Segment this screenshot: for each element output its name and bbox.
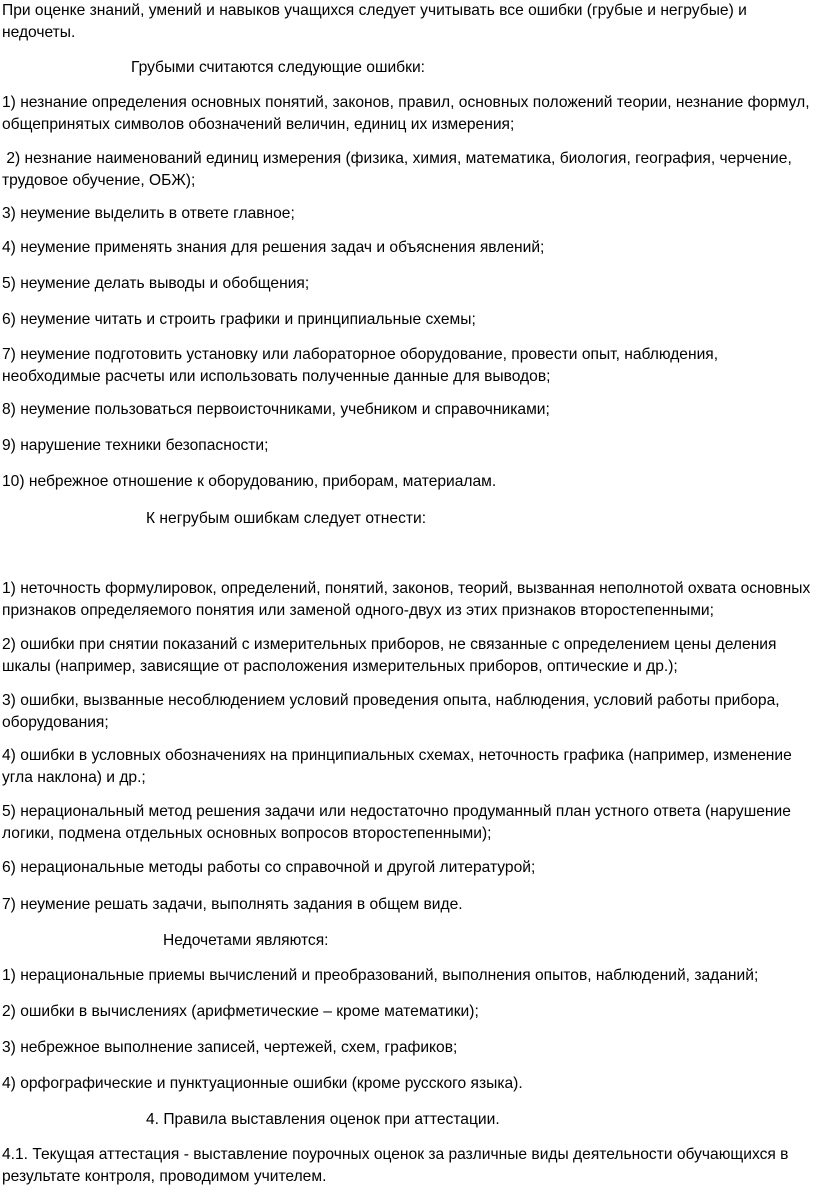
gross-error-item: 8) неумение пользоваться первоисточниками, учебником и справочниками; <box>2 401 550 418</box>
gross-error-item: 3) неумение выделить в ответе главное; <box>2 205 295 222</box>
shortcoming-item: 2) ошибки в вычислениях (арифметические – кроме математики); <box>2 1003 479 1020</box>
minor-error-item: 2) ошибки при снятии показаний с измерительных приборов, не связанные с определением цены деления шкалы (например, зависящие от расположения измерительных приборов, оптические и др.); <box>2 636 777 675</box>
rules-heading: 4. Правила выставления оценок при аттестации. <box>146 1111 500 1128</box>
gross-error-item: 5) неумение делать выводы и обобщения; <box>2 275 310 292</box>
minor-error-item: 6) нерациональные методы работы со справочной и другой литературой; <box>2 859 536 876</box>
minor-error-item: 3) ошибки, вызванные несоблюдением условий проведения опыта, наблюдения, условий работы прибора, оборудования; <box>2 692 780 731</box>
minor-error-item: 4) ошибки в условных обозначениях на принципиальных схемах, неточность графика (например, изменение угла наклона) и др.; <box>2 747 792 786</box>
gross-error-item: 7) неумение подготовить установку или лабораторное оборудование, провести опыт, наблюдения, необходимые расчеты или использовать полученные данные для выводов; <box>2 346 719 385</box>
shortcoming-item: 1) нерациональные приемы вычислений и преобразований, выполнения опытов, наблюдений, заданий; <box>2 967 759 984</box>
gross-error-item: 9) нарушение техники безопасности; <box>2 437 269 454</box>
minor-errors-heading: К негрубым ошибкам следует отнести: <box>146 510 427 527</box>
gross-error-item: 2) незнание наименований единиц измерения (физика, химия, математика, биология, география, черчение, трудовое обучение, ОБЖ); <box>2 150 797 189</box>
shortcoming-item: 4) орфографические и пунктуационные ошибки (кроме русского языка). <box>2 1075 523 1092</box>
gross-error-item: 4) неумение применять знания для решения задач и объяснения явлений; <box>2 239 545 256</box>
shortcomings-heading: Недочетами являются: <box>163 932 329 949</box>
minor-error-item: 1) неточность формулировок, определений, понятий, законов, теорий, вызванная неполнотой охвата основных признаков определяемого понятия или заменой одного-двух из этих признаков второстепенными; <box>2 580 811 619</box>
shortcoming-item: 3) небрежное выполнение записей, чертежей, схем, графиков; <box>2 1039 458 1056</box>
intro-paragraph: При оценке знаний, умений и навыков учащихся следует учитывать все ошибки (грубые и негрубые) и недочеты. <box>2 2 747 41</box>
gross-error-item: 6) неумение читать и строить графики и принципиальные схемы; <box>2 311 476 328</box>
minor-error-item: 7) неумение решать задачи, выполнять задания в общем виде. <box>2 896 463 913</box>
gross-error-item: 10) небрежное отношение к оборудованию, приборам, материалам. <box>2 473 497 490</box>
gross-error-item: 1) незнание определения основных понятий, законов, правил, основных положений теории, незнание формул, общепринятых символов обозначений величин, единиц их измерения; <box>2 94 810 133</box>
gross-errors-heading: Грубыми считаются следующие ошибки: <box>131 59 425 76</box>
rule-item: 4.1. Текущая аттестация - выставление поурочных оценок за различные виды деятельности обучающихся в результате контроля, проводимом учителем. <box>2 1146 789 1185</box>
minor-error-item: 5) нерациональный метод решения задачи или недостаточно продуманный план устного ответа (нарушение логики, подмена отдельных основных вопросов второстепенными); <box>2 803 791 842</box>
